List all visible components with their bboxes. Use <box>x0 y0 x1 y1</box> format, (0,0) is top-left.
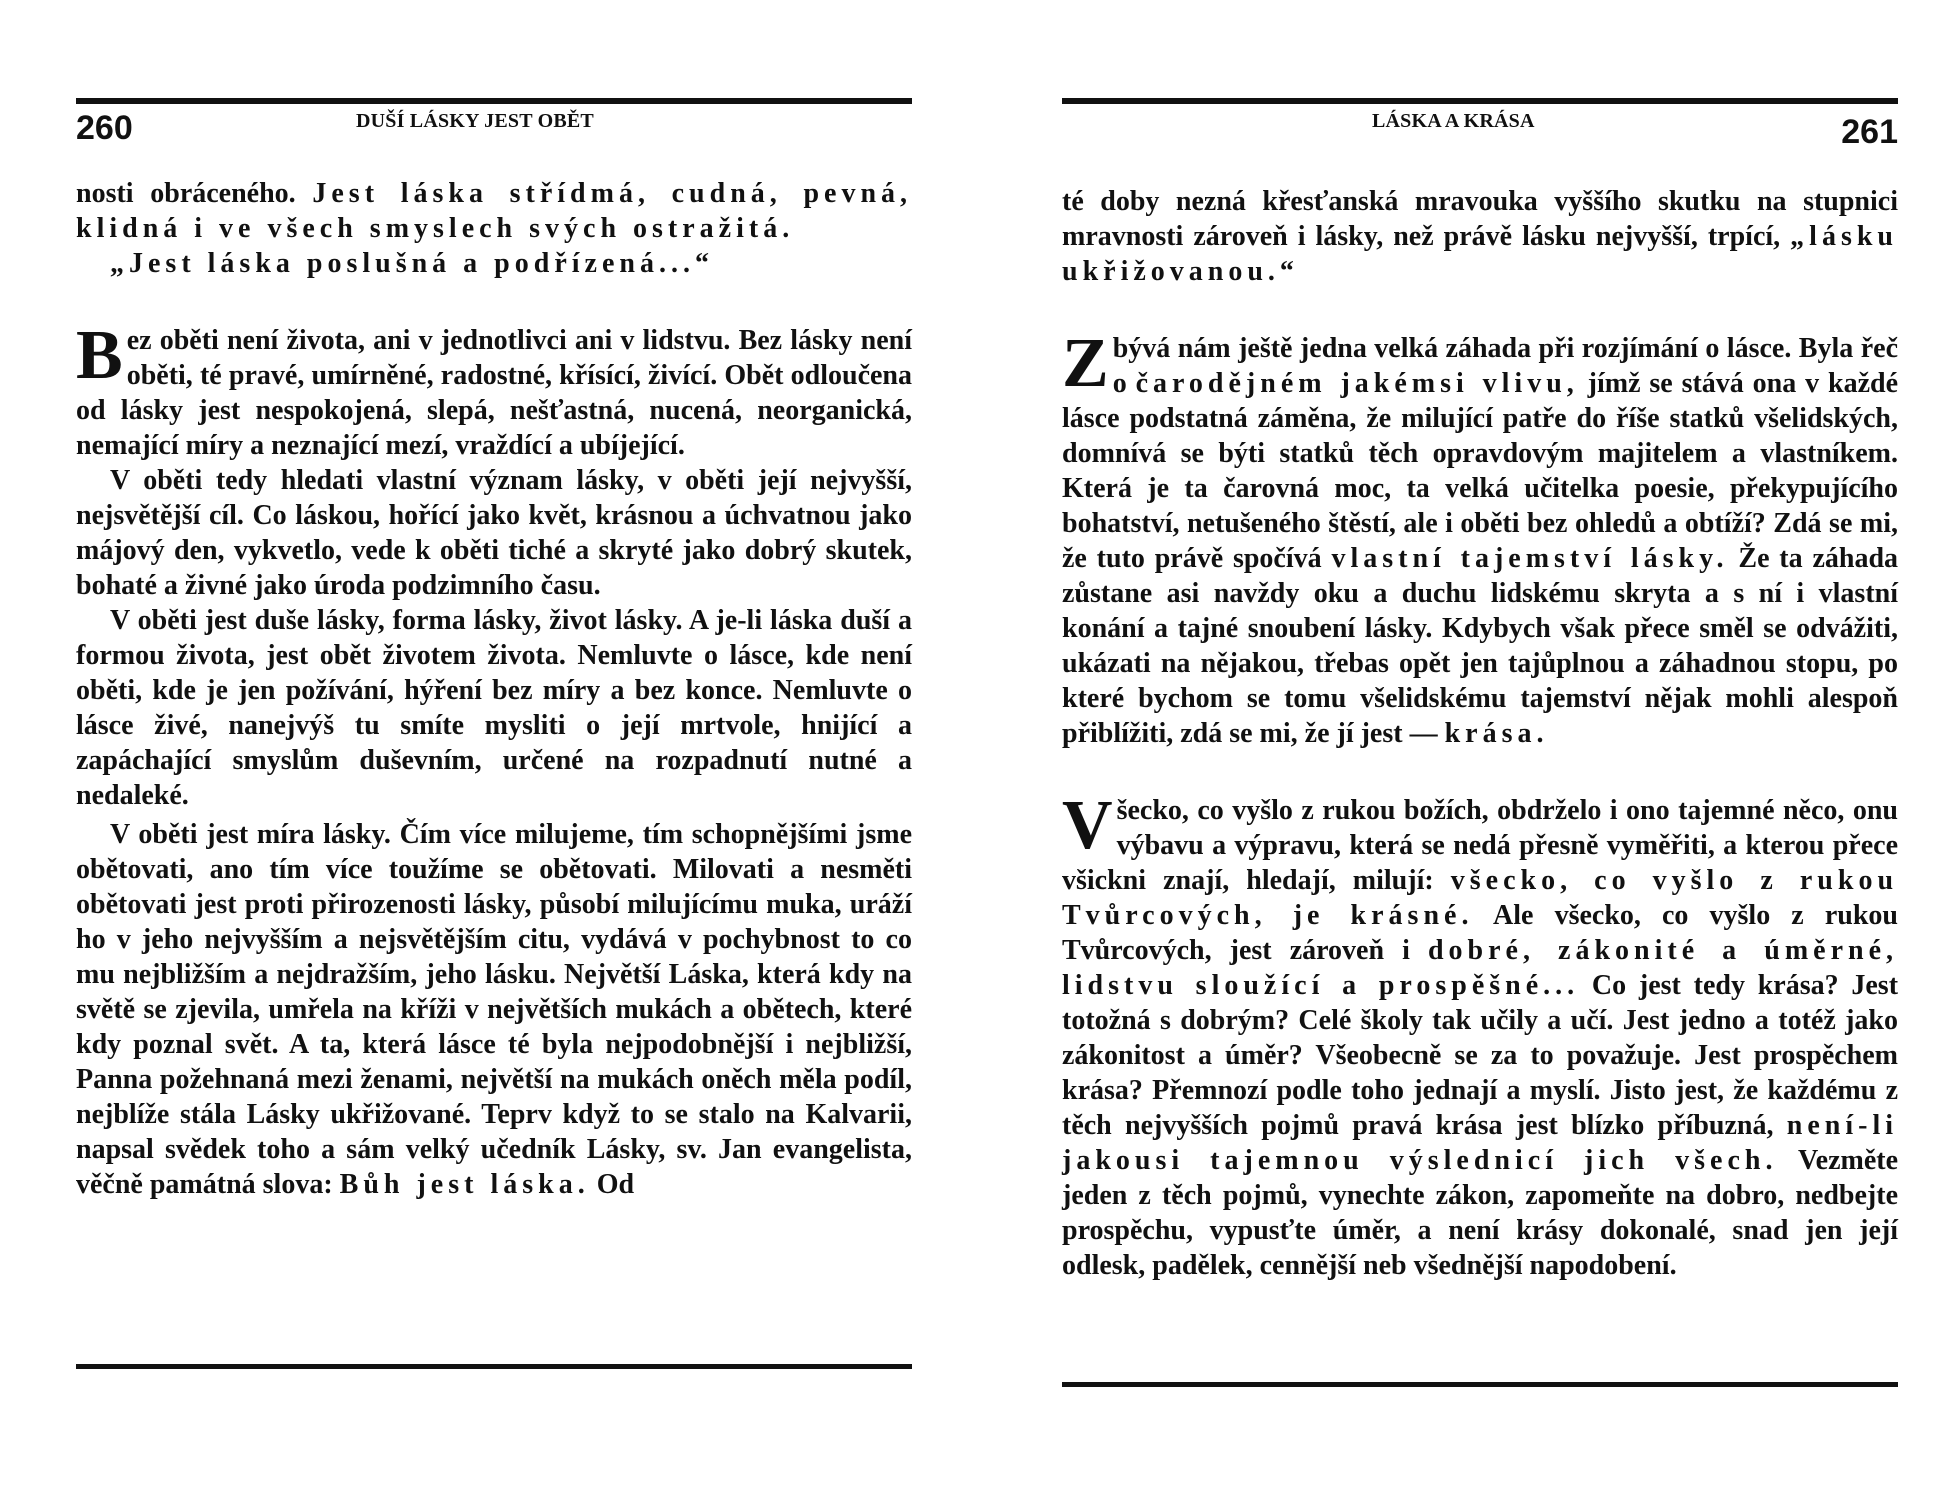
text-run: ez oběti není života, ani v jednotlivci ani v lidstvu. Bez lásky není oběti, té pravé, umírněné, radostné, křísící, živící. Obět odloučena od lásky jest nespokojená, slepá, nešťastná, nucená, neorganická, nemající míry a neznající mezí, vraždící a ubíjející. <box>76 325 912 461</box>
spaced-text: není-li jakousi tajemnou výslednicí jich všech. <box>1062 1110 1899 1176</box>
spaced-text: Bůh jest láska. <box>339 1169 590 1200</box>
drop-cap: B <box>76 317 123 394</box>
page-number: 261 <box>1841 113 1898 151</box>
left-page <box>76 0 912 1500</box>
spaced-text: krása. <box>1444 718 1549 749</box>
text-run: šecko, co vyšlo z rukou božích, obdrželo i ono tajemné něco, onu výbavu a výpravu, která se nedá přesně vyměřiti, a kterou přece všickni znají, hledají, milují: <box>1062 795 1898 896</box>
text-run: bývá nám ještě jedna velká záhada při rozjímání o lásce. Byla řeč o <box>1112 333 1898 399</box>
section-paragraph <box>1062 787 1899 1283</box>
page-number: 260 <box>76 109 133 147</box>
section-paragraph <box>1062 325 1899 751</box>
section-paragraph <box>76 317 912 463</box>
text-run: jímž se stává ona v každé lásce podstatná záměna, že milující patře do říše statků všelidských, domnívá se býti statků těch opravdovým majitelem a vlastníkem. Která je ta čarovná moc, ta velká učitelka poesie, překypujícího bohatství, netušeného štěstí, ale i oběti bez ohledů a obtíží? Zdá se mi, že tuto právě spočívá <box>1062 368 1898 574</box>
spaced-text: dobré, zákonité a úměrné, lidstvu sloužící a prospěšné... <box>1062 935 1898 1001</box>
top-rule <box>76 98 912 104</box>
running-head: LÁSKA A KRÁSA <box>1372 110 1535 132</box>
paragraph: V oběti jest duše lásky, forma lásky, život lásky. A je-li láska duší a formou života, jest obět životem života. Nemluvte o lásce, kde není oběti, kde je jen požívání, hýření bez míry a bez konce. Nemluvte o lásce živé, nanejvýš tu smíte mysliti o její mrtvole, hnijící a zapáchající smyslům duševním, určené na rozpadnutí nutné a nedaleké. <box>76 605 912 811</box>
text-run: Ale všecko, co vyšlo z rukou Tvůrcových, jest zároveň i <box>1062 900 1898 966</box>
running-head: DUŠÍ LÁSKY JEST OBĚT <box>356 110 594 132</box>
text-run: nosti obráceného. <box>76 178 296 209</box>
right-page <box>1062 0 1898 1500</box>
bottom-rule <box>1062 1382 1898 1387</box>
text-run: té doby nezná křesťanská mravouka vyššího skutku na stupnici mravnosti zároveň i lásky, než právě lásku nejvyšší, trpící, <box>1062 186 1898 252</box>
text-run: Vezměte jeden z těch pojmů, vynechte zákon, zapomeňte na dobro, nedbejte prospěchu, vypusťte úměr, a není krásy dokonalé, snad jen její odlesk, padělek, cennější neb všednější napodobení. <box>1062 1145 1898 1281</box>
paragraph <box>1062 184 1898 289</box>
text-run: Co jest tedy krása? Jest totožná s dobrým? Celé školy tak učily a učí. Jest jedno a totéž jako zákonitost a úměr? Všeobecně se za to považuje. Jest prospěchem krása? Přemnozí podle toho jednají a myslí. Jisto jest, že každému z těch nejvyšších pojmů pravá krása jest blízko příbuzná, <box>1062 970 1899 1141</box>
paragraph <box>76 176 912 246</box>
spaced-text: vlastní tajemství lásky. <box>1331 543 1729 574</box>
text-run: Od <box>596 1169 635 1200</box>
paragraph: V oběti tedy hledati vlastní význam lásky, v oběti její nejvyšší, nejsvětější cíl. Co láskou, hořící jako květ, krásnou a úchvatnou jako májový den, vykvetlo, vede k oběti tiché a skryté jako dobrý skutek, bohaté a živné jako úroda podzimního času. <box>76 465 912 601</box>
spaced-text: všecko, co vyšlo z rukou Tvůrcových, je krásné. <box>1062 865 1899 931</box>
paragraph <box>76 817 912 1202</box>
drop-cap: Z <box>1062 325 1109 402</box>
top-rule <box>1062 98 1898 104</box>
text-run: V oběti jest míra lásky. Čím více milujeme, tím schopnějšími jsme obětovati, ano tím více toužíme se obětovati. Milovati a nesměti obětovati jest proti přirozenosti lásky, působí milujícímu muka, uráží ho v jeho nejvyšším a nejsvětějším citu, vydává v pochybnost to co mu nejbližším a nejdražším, jeho lásku. Největší Láska, která kdy na světě se zjevila, umřela na kříži v největších mukách a obětech, které kdy poznal svět. A ta, která lásce té byla nejpodobnější i nejbližší, Panna požehnaná mezi ženami, největší na mukách oněch měla podíl, nejblíže stála Lásky ukřižované. Teprv když to se stalo na Kalvarii, napsal svědek toho a sám velký učedník Lásky, sv. Jan evangelista, věčně památná slova: <box>76 819 912 1200</box>
spaced-text: čarodějném jakémsi vlivu, <box>1135 368 1579 399</box>
right-body-text <box>1062 184 1898 1283</box>
bottom-rule <box>76 1364 912 1369</box>
drop-cap: V <box>1062 787 1113 864</box>
spaced-text: Jest láska střídmá, cudná, pevná, klidná i ve všech smyslech svých ostražitá. <box>76 178 913 244</box>
paragraph <box>76 246 912 281</box>
spaced-text: „Jest láska poslušná a podřízená...“ <box>110 248 714 279</box>
left-body-text <box>76 176 912 1202</box>
spaced-text: „lásku ukřižovanou.“ <box>1062 221 1898 287</box>
text-run: Že ta záhada zůstane asi navždy oku a duchu lidskému skryta a s ní i vlastní konání a tajné snoubení lásky. Kdybych však přece směl se odvážiti, ukázati na nějakou, třebas opět jen tajůplnou a záhadnou stopu, po které bychom se tomu všelidskému tajemství nějak mohli alespoň přiblížiti, zdá se mi, že jí jest — <box>1062 543 1899 749</box>
